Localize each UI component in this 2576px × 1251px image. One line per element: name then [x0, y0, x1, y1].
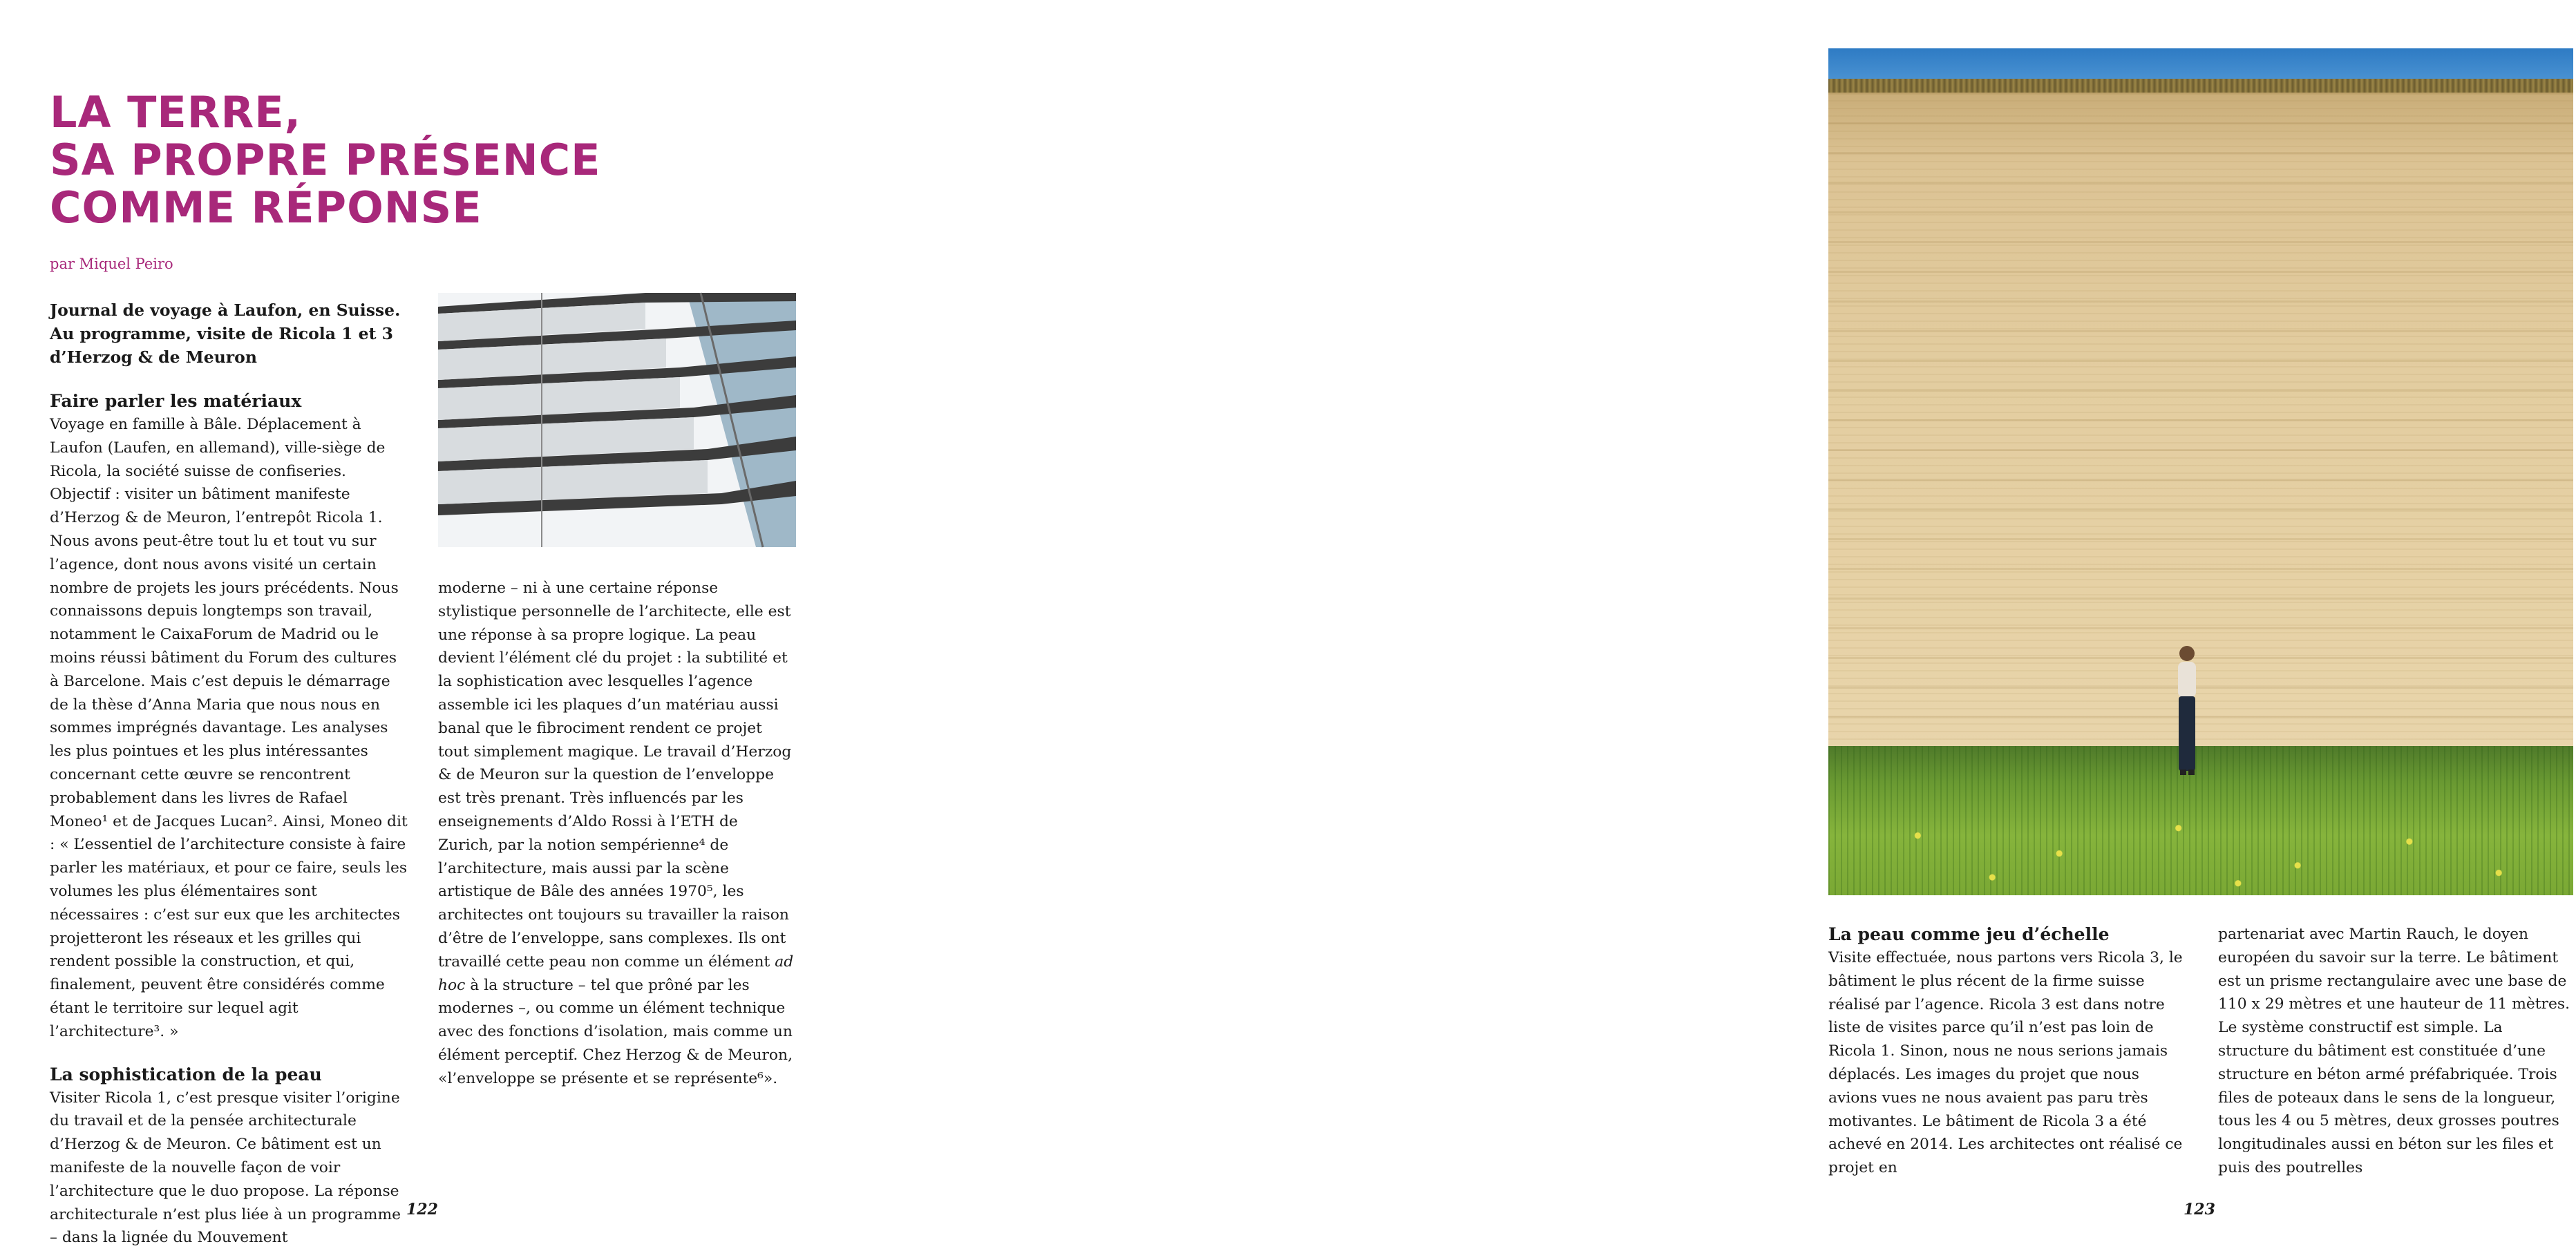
column-3-text: Visite effectuée, nous partons vers Ricola 3, le bâtiment le plus récent de la firme suisse réalisé par l’agence. Ricola 3 est dans notre liste de visites parce qu’il n’est pas loin de Ricola 1. Sinon, nous ne nous serions jamais déplacés. Les images du projet que nous avions vues ne nous avaient pas paru très motivantes. Le bâtiment de Ricola 3 a été achevé en 2014. Les architectes ont réalisé ce projet en [1828, 949, 2183, 1177]
wall-coping [1828, 79, 2573, 94]
lead-paragraph: Journal de voyage à Laufon, en Suisse. Au programme, visite de Ricola 1 et 3 d’Herzog & de Meuron [50, 300, 401, 367]
right-page [871, 0, 2570, 1251]
page-number-right: 123 [2184, 1201, 2215, 1219]
page-number-left: 122 [406, 1201, 438, 1219]
person-figure [2171, 641, 2203, 779]
ricola-3-earth-wall-photo [1828, 48, 2573, 895]
article-title [50, 88, 601, 231]
section-heading-peau: La sophistication de la peau [50, 1064, 322, 1085]
column-4-text: partenariat avec Martin Rauch, le doyen européen du savoir sur la terre. Le bâtiment est un prisme rectangulaire avec une base de 110 x 29 mètres et une hauteur de 11 mètres. Le système constructif est simple. La structure du bâtiment est constituée d’une structure en béton armé préfabriquée. Trois files de poteaux dans le sens de la longueur, tous les 4 ou 5 mètres, deux grosses poutres longitudinales aussi en béton sur les files et puis des poutrelles [2218, 926, 2570, 1176]
title-line-1: LA TERRE, [50, 87, 302, 137]
column-2-text-a: moderne – ni à une certaine réponse stylistique personnelle de l’architecte, elle est une réponse à sa propre logique. La peau devient l’élément clé du projet : la subtilité et la sophistication avec lesquelles l’agence assemble ici les plaques d’un matériau aussi banal que le fibrociment rendent ce projet tout simplement magique. Le travail d’Herzog & de Meuron sur la question de l’enveloppe est très prenant. Très influencés par les enseignements d’Aldo Rossi à l’ETH de Zurich, par la notion sempérienne⁴ de l’architecture, mais aussi par la scène artistique de Bâle des années 1970⁵, les architectes ont toujours su travailler la raison d’être de l’enveloppe, sans complexes. Ils ont travaillé cette peau non comme un élément [438, 580, 792, 971]
column-1 [50, 298, 409, 1250]
section-text-peau: Visiter Ricola 1, c’est presque visiter l’origine du travail et de la pensée architecturale d’Herzog & de Meuron. Ce bâtiment est un manifeste de la nouvelle façon de voir l’architecture que le duo propose. La réponse architecturale n’est plus liée à un programme – dans la lignée du Mouvement [50, 1089, 401, 1247]
column-3 [1828, 923, 2188, 1180]
column-2-italic: ad hoc [438, 953, 794, 994]
section-heading-materiaux: Faire parler les matériaux [50, 391, 302, 411]
section-heading-echelle: La peau comme jeu d’échelle [1828, 924, 2110, 944]
facade-illustration [438, 293, 796, 547]
ricola-1-facade-photo [438, 293, 796, 547]
sky [1828, 48, 2573, 80]
title-line-2: SA PROPRE PRÉSENCE [50, 135, 601, 185]
title-line-3: COMME RÉPONSE [50, 182, 482, 233]
column-2-text-b: à la structure – tel que prôné par les modernes –, ou comme un élément technique avec des fonctions d’isolation, mais comme un élément perceptif. Chez Herzog & de Meuron, «l’enveloppe se présente et se représente⁶». [438, 976, 793, 1087]
section-text-materiaux: Voyage en famille à Bâle. Déplacement à Laufon (Laufen, en allemand), ville-siège de Ricola, la société suisse de confiseries. Objectif : visiter un bâtiment manifeste d’Herzog & de Meuron, l’entrepôt Ricola 1. Nous avons peut-être tout lu et tout vu sur l’agence, dont nous avons visité un certain nombre de projets les jours précédents. Nous connaissons depuis longtemps son travail, notamment le CaixaForum de Madrid ou le moins réussi bâtiment du Forum des cultures à Barcelone. Mais c’est depuis le démarrage de la thèse d’Anna Maria que nous nous en sommes imprégnés davantage. Les analyses les plus pointues et les plus intéressantes concernant cette œuvre se rencontrent probablement dans les livres de Rafael Moneo¹ et de Jacques Lucan². Ainsi, Moneo dit : « L’essentiel de l’architecture consiste à faire parler les matériaux, et pour ce faire, seuls les volumes les plus élémentaires sont nécessaires : c’est sur eux que les architectes projetteront les réseaux et les grilles qui rendent possible la construction, et qui, finalement, peuvent être considérés comme étant le territoire sur lequel agit l’architecture³. » [50, 416, 408, 1040]
left-page [0, 0, 871, 1251]
column-2-text [438, 577, 796, 1091]
byline: par Miquel Peiro [50, 256, 173, 272]
column-4 [2218, 923, 2576, 1180]
column-2 [438, 577, 796, 1091]
